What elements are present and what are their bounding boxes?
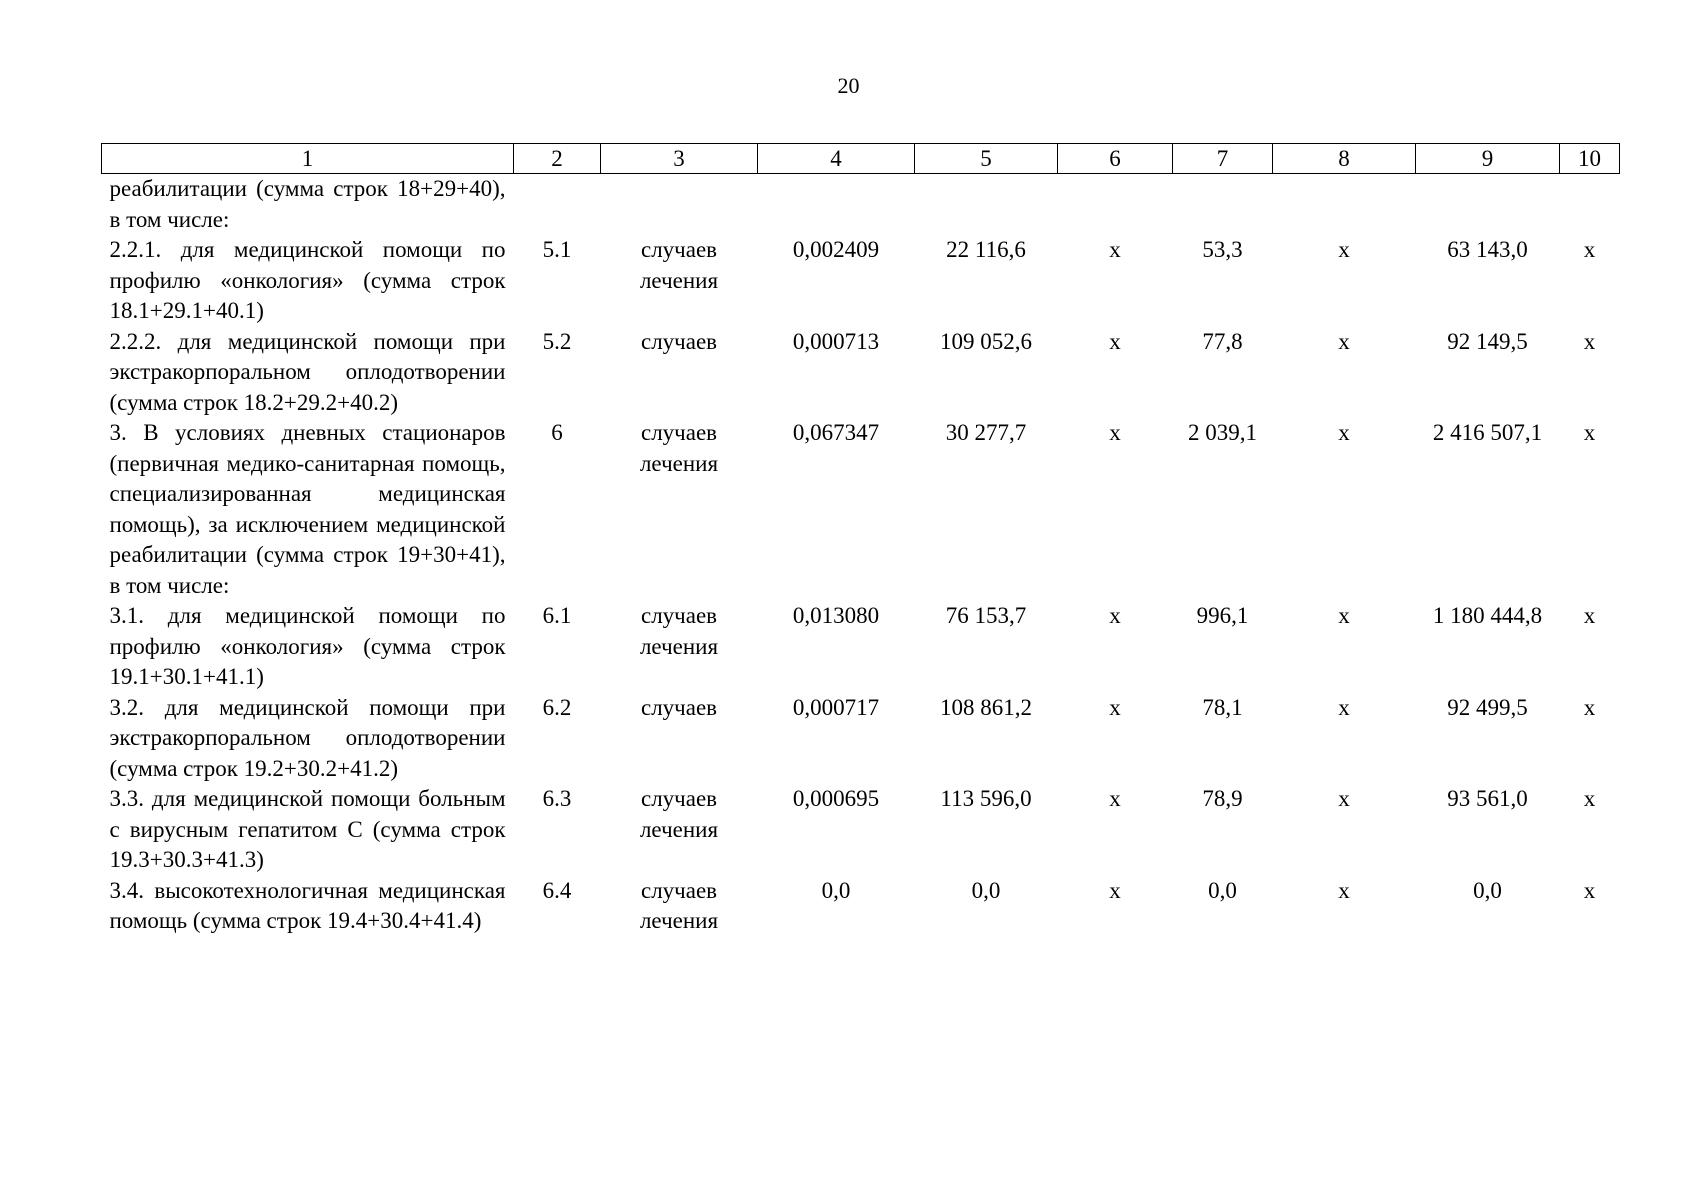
unit-cell-text: случаев bbox=[640, 694, 718, 720]
value-cell bbox=[1560, 235, 1620, 327]
table-row bbox=[102, 693, 1620, 785]
value-cell bbox=[758, 784, 915, 876]
value-cell-text: х bbox=[1583, 420, 1596, 445]
value-cell-text: 2 416 507,1 bbox=[1432, 420, 1543, 445]
value-cell-text: х bbox=[1109, 603, 1121, 628]
table-row bbox=[102, 174, 1620, 236]
value-cell bbox=[1058, 784, 1173, 876]
unit-cell bbox=[601, 235, 758, 327]
value-cell-text: 53,3 bbox=[1202, 237, 1243, 262]
value-cell-text: х bbox=[1583, 694, 1596, 720]
row-number bbox=[514, 327, 601, 419]
value-cell bbox=[1173, 327, 1273, 419]
value-cell bbox=[1416, 327, 1560, 419]
row-number bbox=[514, 693, 601, 785]
row-label bbox=[102, 876, 514, 937]
value-cell bbox=[915, 693, 1058, 785]
column-header: 6 bbox=[1058, 144, 1173, 174]
value-cell bbox=[1173, 784, 1273, 876]
value-cell-text: х bbox=[1583, 786, 1596, 811]
value-cell bbox=[1416, 174, 1560, 236]
value-cell bbox=[1273, 174, 1416, 236]
unit-cell bbox=[601, 418, 758, 601]
value-cell bbox=[1173, 876, 1273, 937]
value-cell-text: 0,0 bbox=[1473, 877, 1502, 903]
value-cell-text: 22 116,6 bbox=[946, 237, 1026, 262]
unit-cell bbox=[601, 327, 758, 419]
value-cell bbox=[1560, 418, 1620, 601]
row-number bbox=[514, 418, 601, 601]
value-cell-text: 0,0 bbox=[971, 877, 1001, 903]
unit-cell-text: случаев bbox=[640, 328, 718, 354]
value-cell bbox=[1273, 235, 1416, 327]
unit-cell bbox=[601, 601, 758, 693]
value-cell bbox=[1416, 693, 1560, 785]
value-cell bbox=[758, 327, 915, 419]
row-number bbox=[514, 174, 601, 236]
value-cell bbox=[915, 327, 1058, 419]
row-number-text: 6.3 bbox=[542, 786, 572, 811]
value-cell-text: х bbox=[1583, 237, 1596, 262]
row-number bbox=[514, 784, 601, 876]
unit-cell-text: случаев лечения bbox=[639, 877, 719, 933]
column-header: 1 bbox=[102, 144, 514, 174]
column-header: 9 bbox=[1416, 144, 1560, 174]
value-cell-text: 0,067347 bbox=[792, 420, 880, 445]
value-cell bbox=[758, 601, 915, 693]
value-cell bbox=[1273, 784, 1416, 876]
row-label bbox=[102, 418, 514, 601]
row-label-text: 3. В условиях дневных стационаров (первичная медико-санитарная помощь, специализированная медицинская помощь), за исключением медицинской реабилитации (сумма строк 19+30+41), в том числе: bbox=[109, 420, 506, 598]
value-cell-text: х bbox=[1583, 328, 1596, 354]
value-cell-text: 0,002409 bbox=[792, 237, 880, 262]
column-header: 3 bbox=[601, 144, 758, 174]
value-cell bbox=[1560, 174, 1620, 236]
value-cell-text: 0,013080 bbox=[792, 603, 880, 628]
row-number-text: 6.1 bbox=[542, 603, 572, 628]
row-label-text: 3.4. высокотехнологичная медицинская помощь (сумма строк 19.4+30.4+41.4) bbox=[109, 877, 506, 933]
value-cell bbox=[758, 693, 915, 785]
value-cell bbox=[1560, 601, 1620, 693]
value-cell-text: х bbox=[1109, 694, 1121, 720]
value-cell bbox=[915, 174, 1058, 236]
value-cell-text: 0,000713 bbox=[792, 328, 880, 354]
unit-cell-text: случаев лечения bbox=[639, 603, 719, 659]
unit-cell-text: случаев лечения bbox=[639, 786, 719, 842]
value-cell-text: 0,0 bbox=[1208, 877, 1237, 903]
row-label-text: 3.2. для медицинской помощи при экстракорпоральном оплодотворении (сумма строк 19.2+30.2+41.2) bbox=[109, 694, 506, 781]
page-number: 20 bbox=[837, 73, 860, 98]
row-label-text: 2.2.1. для медицинской помощи по профилю «онкология» (сумма строк 18.1+29.1+40.1) bbox=[109, 237, 506, 323]
value-cell bbox=[1273, 418, 1416, 601]
row-label-text: 3.1. для медицинской помощи по профилю «онкология» (сумма строк 19.1+30.1+41.1) bbox=[109, 603, 506, 689]
value-cell-text: 76 153,7 bbox=[945, 603, 1027, 628]
value-cell bbox=[758, 235, 915, 327]
unit-cell-text: случаев лечения bbox=[639, 420, 719, 476]
value-cell bbox=[1273, 601, 1416, 693]
value-cell bbox=[1058, 693, 1173, 785]
value-cell-text: х bbox=[1109, 237, 1121, 262]
unit-cell bbox=[601, 693, 758, 785]
row-number-text: 6.2 bbox=[542, 694, 572, 720]
row-label-text: реабилитации (сумма строк 18+29+40), в том числе: bbox=[109, 176, 506, 232]
value-cell-text: х bbox=[1338, 420, 1350, 445]
value-cell bbox=[758, 876, 915, 937]
value-cell-text: 1 180 444,8 bbox=[1432, 603, 1543, 628]
table-row bbox=[102, 235, 1620, 327]
unit-cell bbox=[601, 174, 758, 236]
row-number-text: 6.4 bbox=[542, 877, 572, 903]
value-cell bbox=[1058, 174, 1173, 236]
table-row bbox=[102, 418, 1620, 601]
value-cell-text: х bbox=[1583, 877, 1596, 903]
value-cell bbox=[1173, 418, 1273, 601]
value-cell bbox=[1416, 601, 1560, 693]
value-cell-text: х bbox=[1109, 877, 1121, 903]
value-cell bbox=[915, 601, 1058, 693]
value-cell bbox=[1173, 601, 1273, 693]
value-cell bbox=[1416, 235, 1560, 327]
value-cell bbox=[1416, 418, 1560, 601]
column-header: 2 bbox=[514, 144, 601, 174]
value-cell-text: х bbox=[1338, 877, 1350, 903]
table-row bbox=[102, 784, 1620, 876]
value-cell-text: х bbox=[1583, 603, 1596, 628]
row-number-text: 5.1 bbox=[542, 237, 572, 262]
row-label bbox=[102, 601, 514, 693]
value-cell-text: 78,9 bbox=[1202, 786, 1243, 811]
value-cell-text: х bbox=[1109, 786, 1121, 811]
value-cell bbox=[1273, 327, 1416, 419]
column-header: 7 bbox=[1173, 144, 1273, 174]
table-row bbox=[102, 327, 1620, 419]
value-cell bbox=[915, 235, 1058, 327]
value-cell bbox=[1058, 327, 1173, 419]
value-cell-text: 2 039,1 bbox=[1188, 420, 1257, 445]
value-cell-text: 92 499,5 bbox=[1447, 694, 1528, 720]
row-number-text: 6 bbox=[551, 420, 563, 445]
value-cell-text: х bbox=[1109, 328, 1121, 354]
value-cell-text: 996,1 bbox=[1196, 603, 1249, 628]
value-cell bbox=[1273, 693, 1416, 785]
value-cell-text: 0,000695 bbox=[792, 786, 880, 811]
header-row bbox=[102, 144, 1620, 174]
value-cell bbox=[1058, 418, 1173, 601]
value-cell bbox=[915, 784, 1058, 876]
value-cell-text: 77,8 bbox=[1202, 328, 1243, 354]
value-cell bbox=[1560, 876, 1620, 937]
value-cell bbox=[915, 876, 1058, 937]
value-cell bbox=[1058, 876, 1173, 937]
value-cell bbox=[1560, 327, 1620, 419]
value-cell-text: 78,1 bbox=[1202, 694, 1243, 720]
column-header: 8 bbox=[1273, 144, 1416, 174]
value-cell bbox=[1273, 876, 1416, 937]
value-cell bbox=[1173, 235, 1273, 327]
value-cell-text: 63 143,0 bbox=[1447, 237, 1528, 262]
row-number-text: 5.2 bbox=[542, 328, 572, 354]
value-cell-text: 0,000717 bbox=[792, 694, 880, 720]
unit-cell bbox=[601, 876, 758, 937]
row-label bbox=[102, 693, 514, 785]
value-cell bbox=[1560, 784, 1620, 876]
column-header: 10 bbox=[1560, 144, 1620, 174]
value-cell-text: х bbox=[1109, 420, 1121, 445]
value-cell bbox=[915, 418, 1058, 601]
column-header: 4 bbox=[758, 144, 915, 174]
table-row bbox=[102, 876, 1620, 937]
row-label-text: 3.3. для медицинской помощи больным с вирусным гепатитом С (сумма строк 19.3+30.3+41.3) bbox=[109, 786, 506, 872]
row-label-text: 2.2.2. для медицинской помощи при экстракорпоральном оплодотворении (сумма строк 18.2+29.2+40.2) bbox=[109, 328, 506, 415]
table-body bbox=[102, 174, 1620, 937]
column-header: 5 bbox=[915, 144, 1058, 174]
value-cell-text: х bbox=[1338, 694, 1350, 720]
unit-cell-text: случаев лечения bbox=[639, 237, 719, 293]
row-number bbox=[514, 601, 601, 693]
value-cell bbox=[1173, 693, 1273, 785]
row-number bbox=[514, 876, 601, 937]
value-cell bbox=[1416, 784, 1560, 876]
value-cell bbox=[1560, 693, 1620, 785]
value-cell bbox=[1058, 601, 1173, 693]
value-cell bbox=[1173, 174, 1273, 236]
value-cell-text: 109 052,6 bbox=[940, 328, 1032, 354]
value-cell-text: х bbox=[1338, 603, 1350, 628]
value-cell-text: 93 561,0 bbox=[1447, 786, 1528, 811]
value-cell bbox=[1416, 876, 1560, 937]
value-cell bbox=[758, 418, 915, 601]
table-header bbox=[102, 144, 1620, 174]
value-cell-text: х bbox=[1338, 786, 1350, 811]
value-cell-text: 108 861,2 bbox=[940, 694, 1032, 720]
row-label bbox=[102, 327, 514, 419]
value-cell-text: х bbox=[1338, 328, 1350, 354]
value-cell bbox=[1058, 235, 1173, 327]
row-label bbox=[102, 235, 514, 327]
row-number bbox=[514, 235, 601, 327]
value-cell-text: 113 596,0 bbox=[940, 786, 1032, 811]
value-cell-text: 0,0 bbox=[821, 877, 851, 903]
unit-cell bbox=[601, 784, 758, 876]
row-label bbox=[102, 174, 514, 236]
value-cell-text: 30 277,7 bbox=[945, 420, 1027, 445]
value-cell-text: х bbox=[1338, 237, 1350, 262]
table-row bbox=[102, 601, 1620, 693]
value-cell-text: 92 149,5 bbox=[1447, 328, 1528, 354]
row-label bbox=[102, 784, 514, 876]
value-cell bbox=[758, 174, 915, 236]
data-table bbox=[101, 143, 1620, 937]
